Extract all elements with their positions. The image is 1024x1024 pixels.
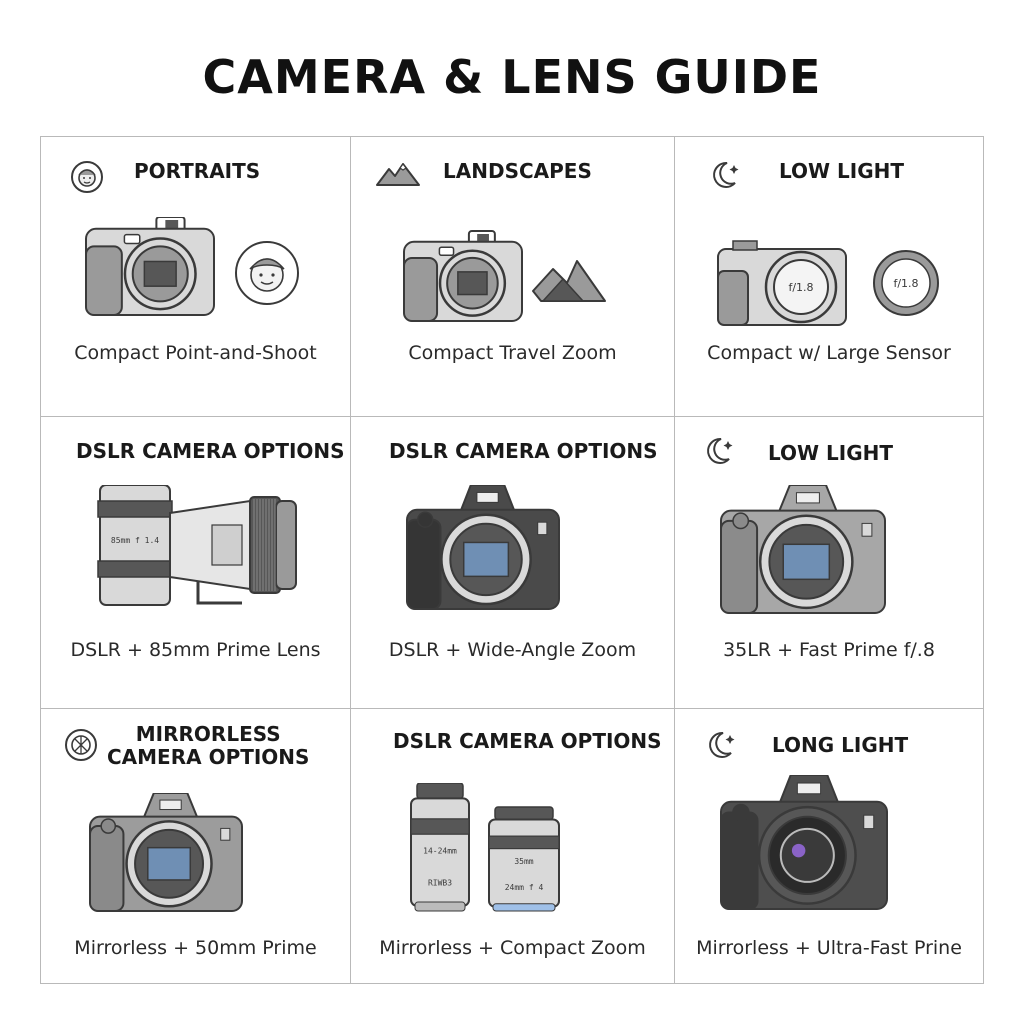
card-caption: 35LR + Fast Prime f/.8 [723, 639, 935, 661]
guide-card [350, 708, 675, 984]
card-caption: DSLR + Wide-Angle Zoom [388, 639, 637, 661]
lens-label: f/1.8 [788, 281, 814, 294]
compact-camera-with-portrait-illustration [41, 217, 350, 327]
page-title: CAMERA & LENS GUIDE [202, 50, 822, 104]
lens-label: 85mm f 1.4 [110, 536, 160, 545]
card-heading: DSLR CAMERA OPTIONS [393, 729, 662, 753]
card-caption: Compact Travel Zoom [408, 342, 617, 364]
guide-card [40, 708, 351, 984]
guide-card [674, 708, 984, 984]
card-heading: MIRRORLESS CAMERA OPTIONS [107, 722, 310, 769]
guide-card [674, 136, 984, 417]
compact-camera-with-mountains-illustration [351, 221, 674, 331]
guide-card [350, 136, 675, 417]
card-caption: Compact Point-and-Shoot [74, 342, 317, 364]
dslr-body-dark-illustration [351, 485, 674, 625]
card-caption: Mirrorless + Compact Zoom [379, 937, 646, 959]
card-heading: LOW LIGHT [768, 441, 894, 465]
camera-guide-grid [40, 136, 983, 983]
two-lenses-illustration [351, 783, 674, 923]
moon-star-icon [705, 155, 745, 199]
lens-label: 14-24mm [423, 846, 457, 856]
aperture-icon [63, 727, 99, 767]
face-icon [69, 159, 105, 199]
guide-card [40, 416, 351, 709]
card-heading: PORTRAITS [134, 159, 261, 183]
card-heading: LONG LIGHT [772, 733, 909, 757]
dslr-body-fast-lens-illustration [675, 775, 983, 915]
card-caption: Mirrorless + Ultra-Fast Prine [696, 937, 962, 959]
large-sensor-compact-with-aperture-illustration [675, 227, 983, 337]
card-caption: Mirrorless + 50mm Prime [74, 937, 317, 959]
card-heading: LANDSCAPES [443, 159, 592, 183]
dslr-body-grey-illustration [675, 485, 983, 625]
guide-card [350, 416, 675, 709]
moon-star-icon [701, 725, 741, 769]
card-caption: DSLR + 85mm Prime Lens [70, 639, 321, 661]
lens-label: RIWB3 [427, 878, 453, 888]
card-heading: DSLR CAMERA OPTIONS [76, 439, 345, 463]
aperture-label: f/1.8 [893, 277, 919, 290]
moon-star-icon [699, 431, 739, 475]
lens-label: 24mm f 4 [504, 883, 544, 893]
card-heading: DSLR CAMERA OPTIONS [389, 439, 658, 463]
mountain-icon [375, 159, 421, 193]
85mm-prime-lens-illustration [41, 485, 350, 625]
card-caption: Compact w/ Large Sensor [707, 342, 951, 364]
card-heading: LOW LIGHT [779, 159, 905, 183]
lens-label: 35mm [514, 857, 534, 867]
guide-card [40, 136, 351, 417]
guide-card [674, 416, 984, 709]
mirrorless-body-illustration [41, 793, 350, 923]
